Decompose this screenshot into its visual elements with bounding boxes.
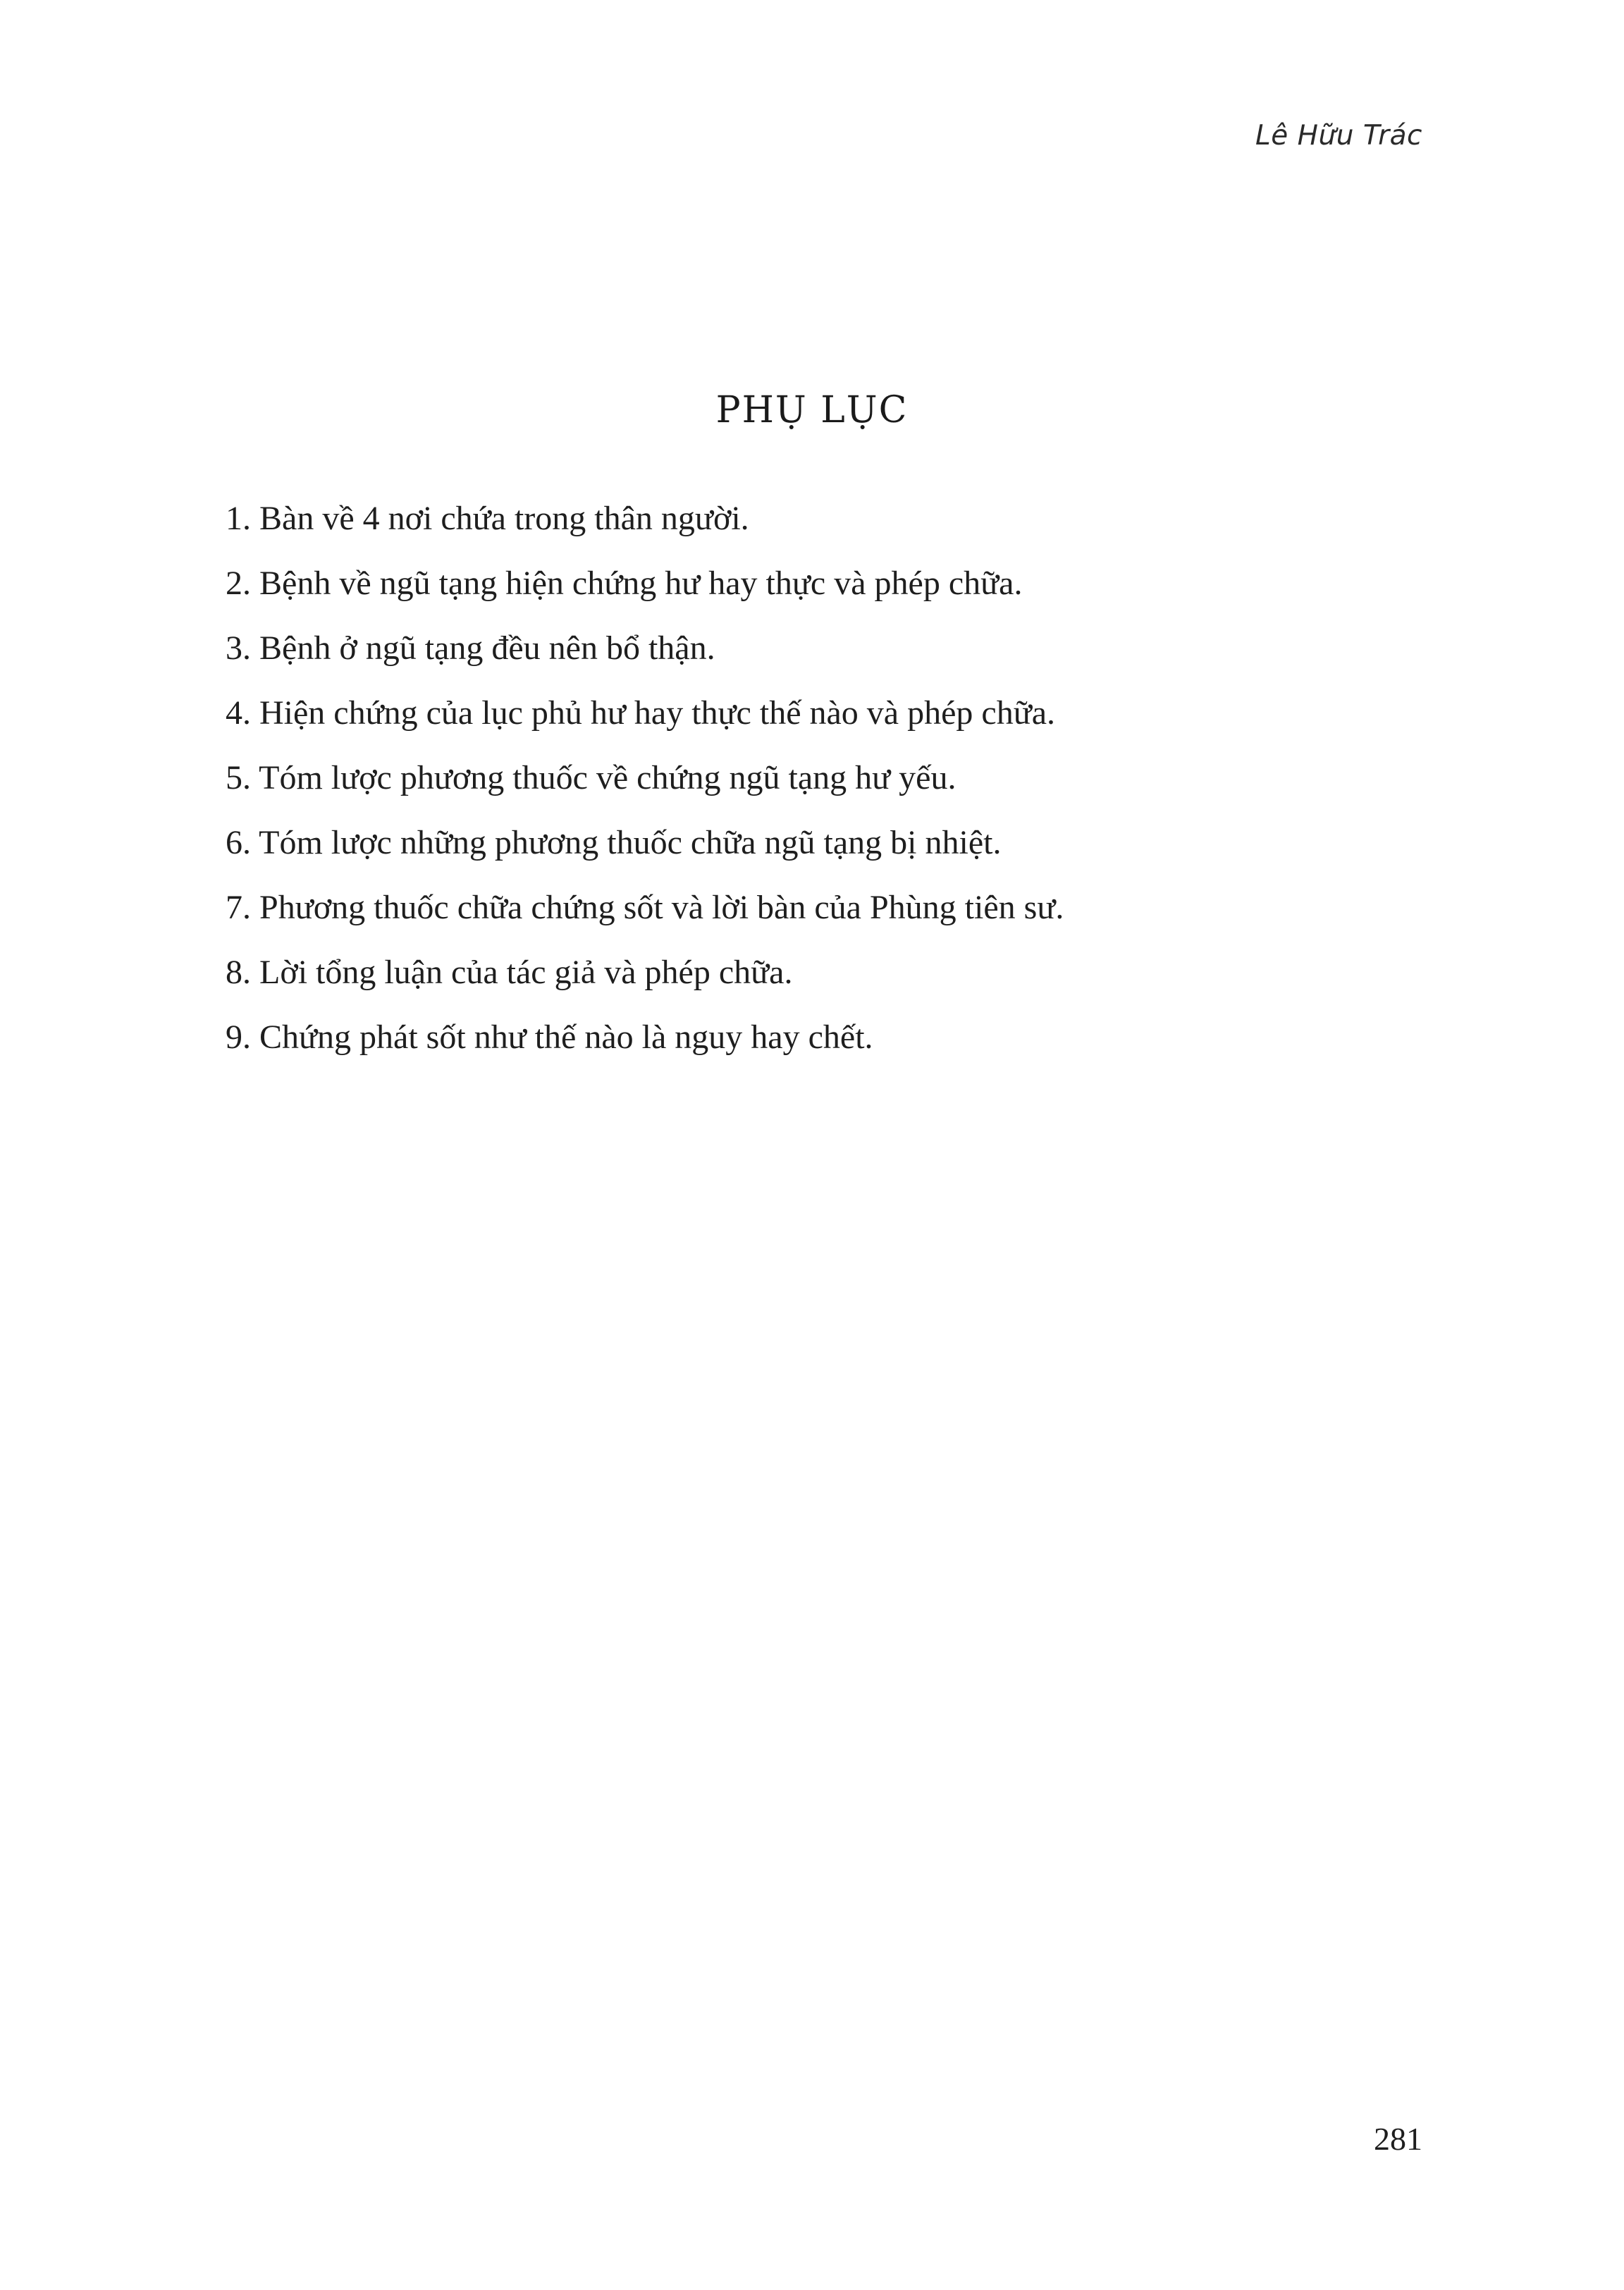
list-item: 9. Chứng phát sốt như thế nào là nguy hay chết.: [226, 1018, 873, 1056]
running-header-author: Lê Hữu Trác: [1255, 120, 1422, 152]
list-item: 8. Lời tổng luận của tác giả và phép chữa.: [226, 954, 793, 991]
section-title: PHỤ LỤC: [715, 389, 909, 431]
page-number: 281: [1374, 2121, 1422, 2157]
list-item: 5. Tóm lược phương thuốc về chứng ngũ tạng hư yếu.: [226, 759, 956, 796]
list-item: 4. Hiện chứng của lục phủ hư hay thực thế nào và phép chữa.: [226, 694, 1056, 732]
list-item: 6. Tóm lược những phương thuốc chữa ngũ tạng bị nhiệt.: [226, 824, 1002, 861]
appendix-list: [226, 486, 1424, 1070]
list-item: 3. Bệnh ở ngũ tạng đều nên bổ thận.: [226, 629, 715, 667]
list-item: 7. Phương thuốc chữa chứng sốt và lời bàn của Phùng tiên sư.: [226, 889, 1064, 926]
list-item: 1. Bàn về 4 nơi chứa trong thân người.: [226, 500, 749, 537]
list-item: 2. Bệnh về ngũ tạng hiện chứng hư hay thực và phép chữa.: [226, 565, 1023, 602]
